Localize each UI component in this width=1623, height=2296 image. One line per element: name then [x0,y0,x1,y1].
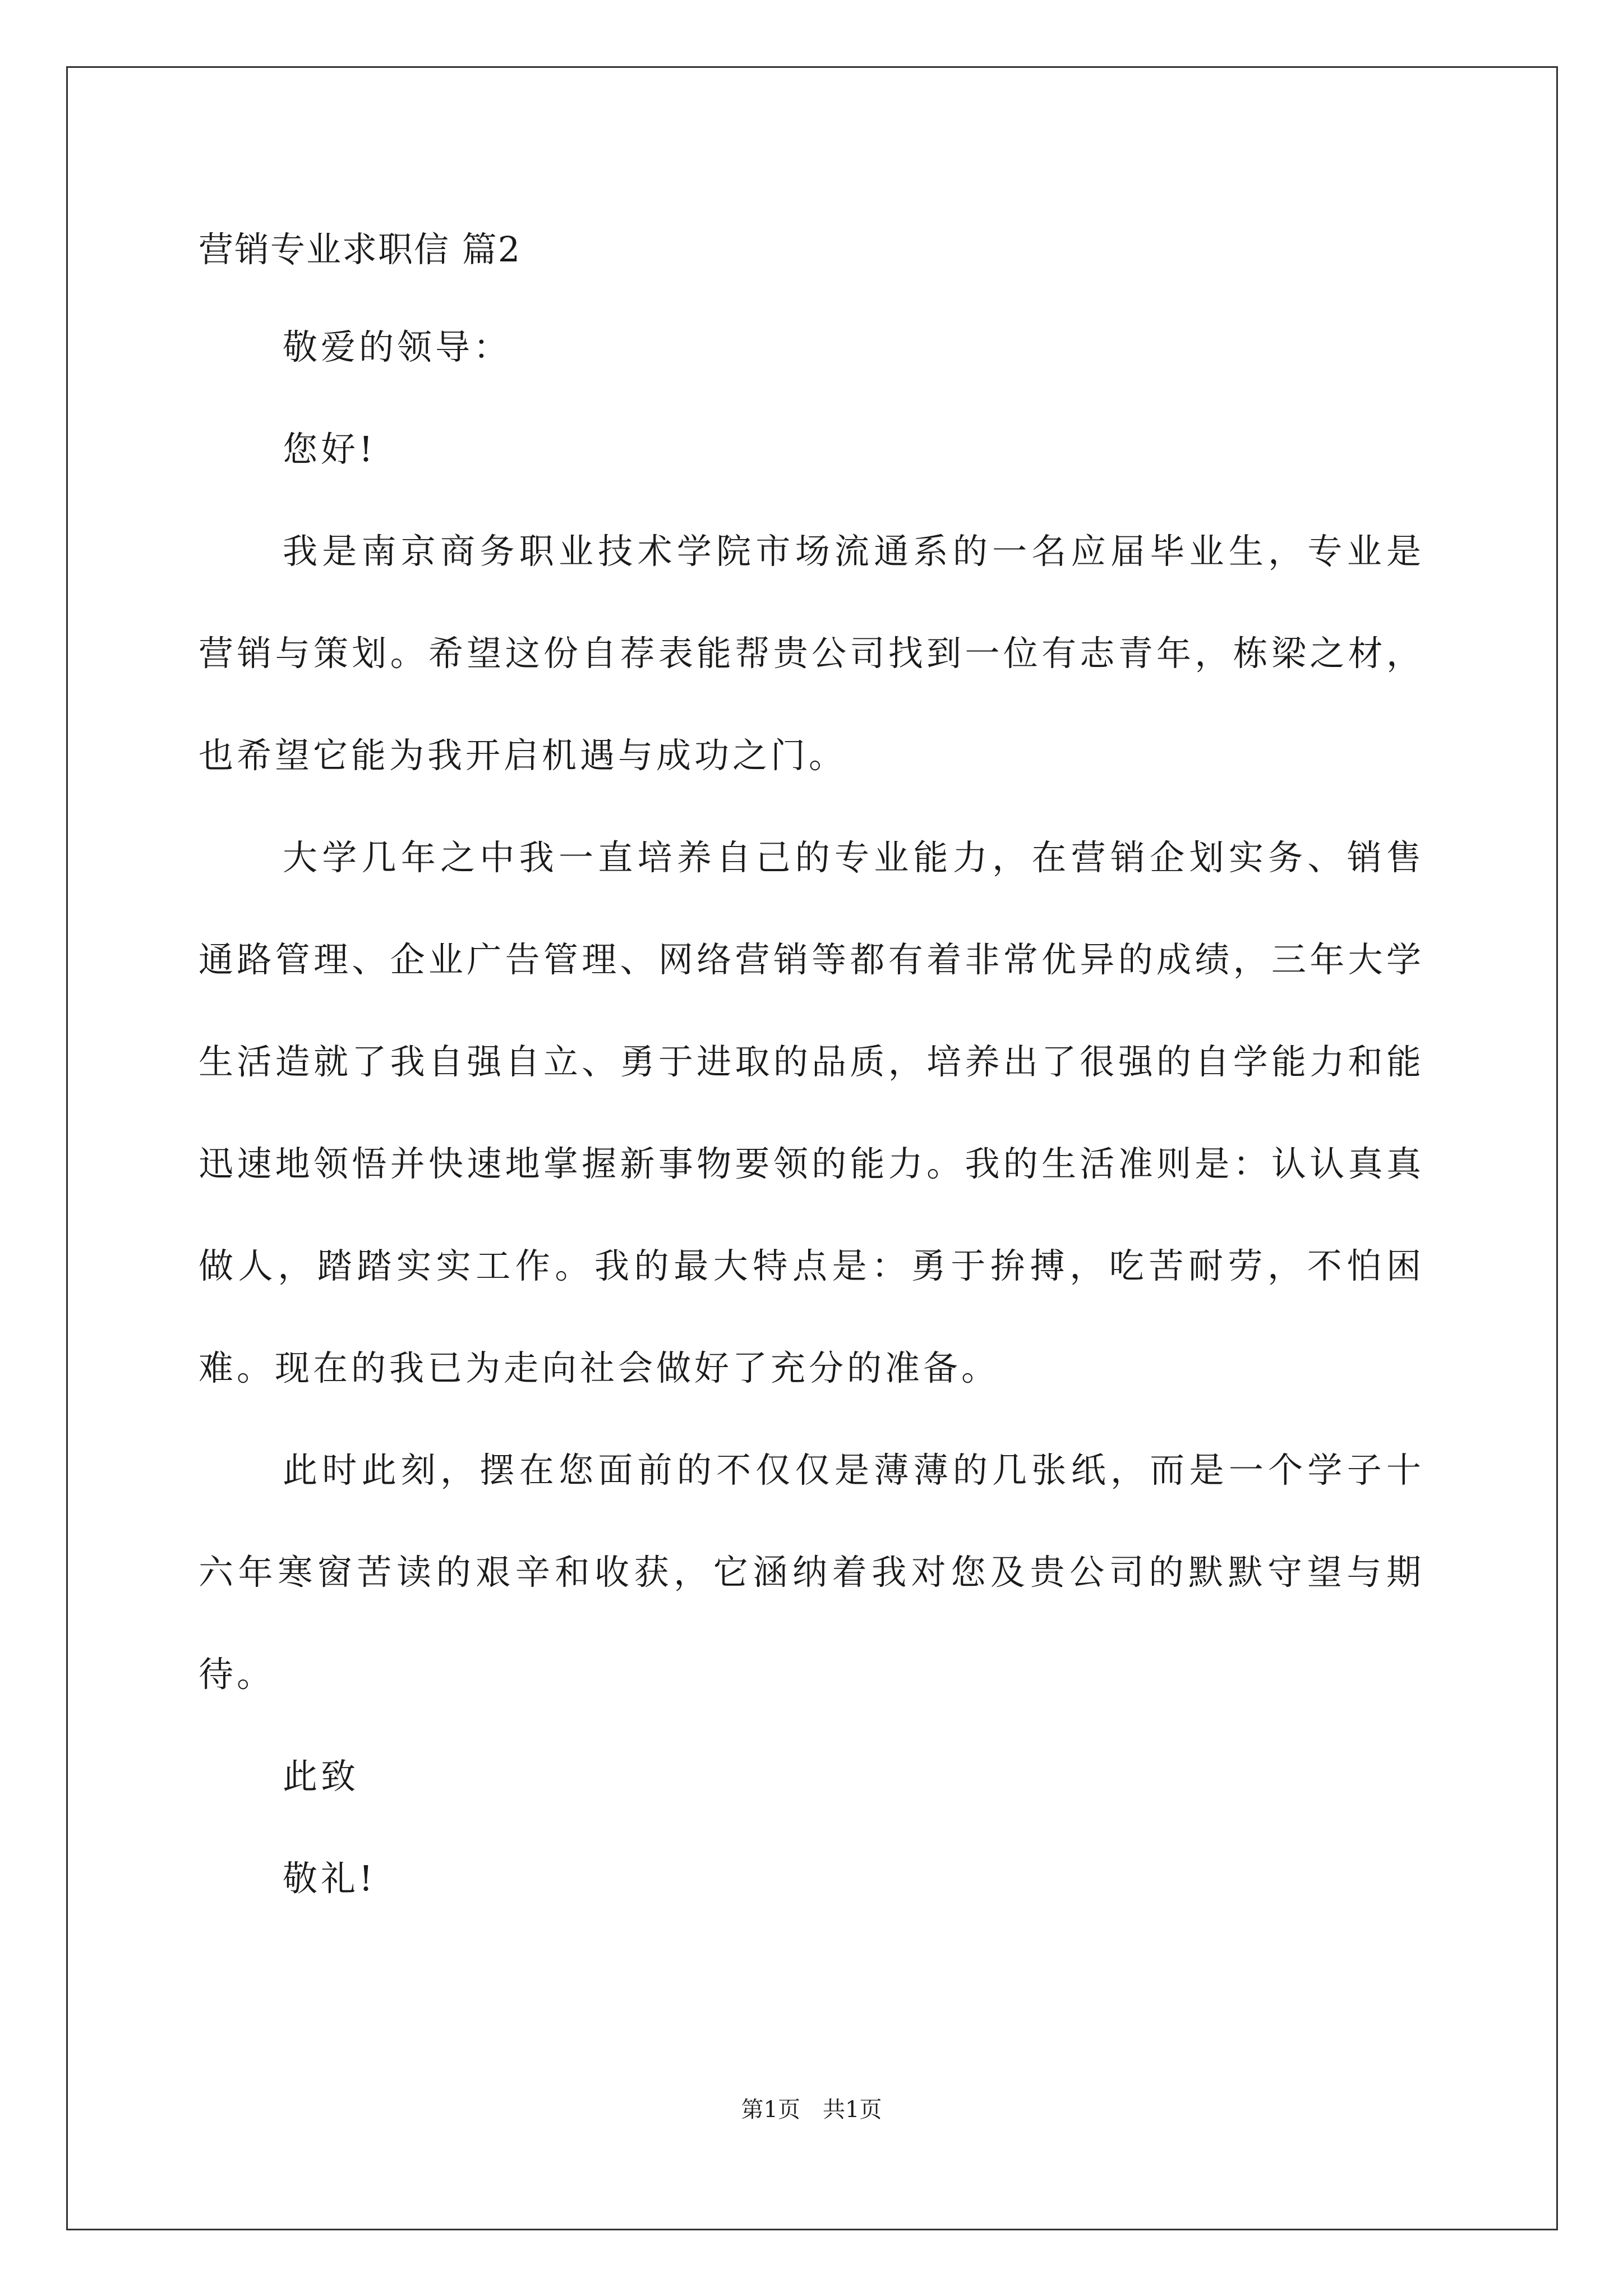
document-body [199,224,1424,1955]
page-number-footer: 第1页 共1页 [741,2097,882,2123]
salutation: 敬爱的领导： [283,326,512,367]
closing-line-2: 敬礼! [283,1858,376,1899]
paragraph-abilities: 大学几年之中我一直培养自己的专业能力，在营销企划实务、销售通路管理、企业广告管理、网络营销等都有着非常优异的成绩，三年大学生活造就了我自强自立、勇于进取的品质，培养出了很强的自学能力和能迅速地领悟并快速地掌握新事物要领的能力。我的生活准则是：认认真真做人，踏踏实实工作。我的最大特点是：勇于拚搏，吃苦耐劳，不怕困难。现在的我已为走向社会做好了充分的准备。 [199,837,1424,1388]
paragraph-expectation: 此时此刻，摆在您面前的不仅仅是薄薄的几张纸，而是一个学子十六年寒窗苦读的艰辛和收获，它涵纳着我对您及贵公司的默默守望与期待。 [199,1450,1424,1695]
paragraph-intro: 我是南京商务职业技术学院市场流通系的一名应届毕业生，专业是营销与策划。希望这份自荐表能帮贵公司找到一位有志青年，栋梁之材，也希望它能为我开启机遇与成功之门。 [199,531,1424,776]
document-title: 营销专业求职信 篇2 [199,229,522,270]
greeting: 您好! [283,429,376,470]
closing-line-1: 此致 [283,1756,359,1797]
